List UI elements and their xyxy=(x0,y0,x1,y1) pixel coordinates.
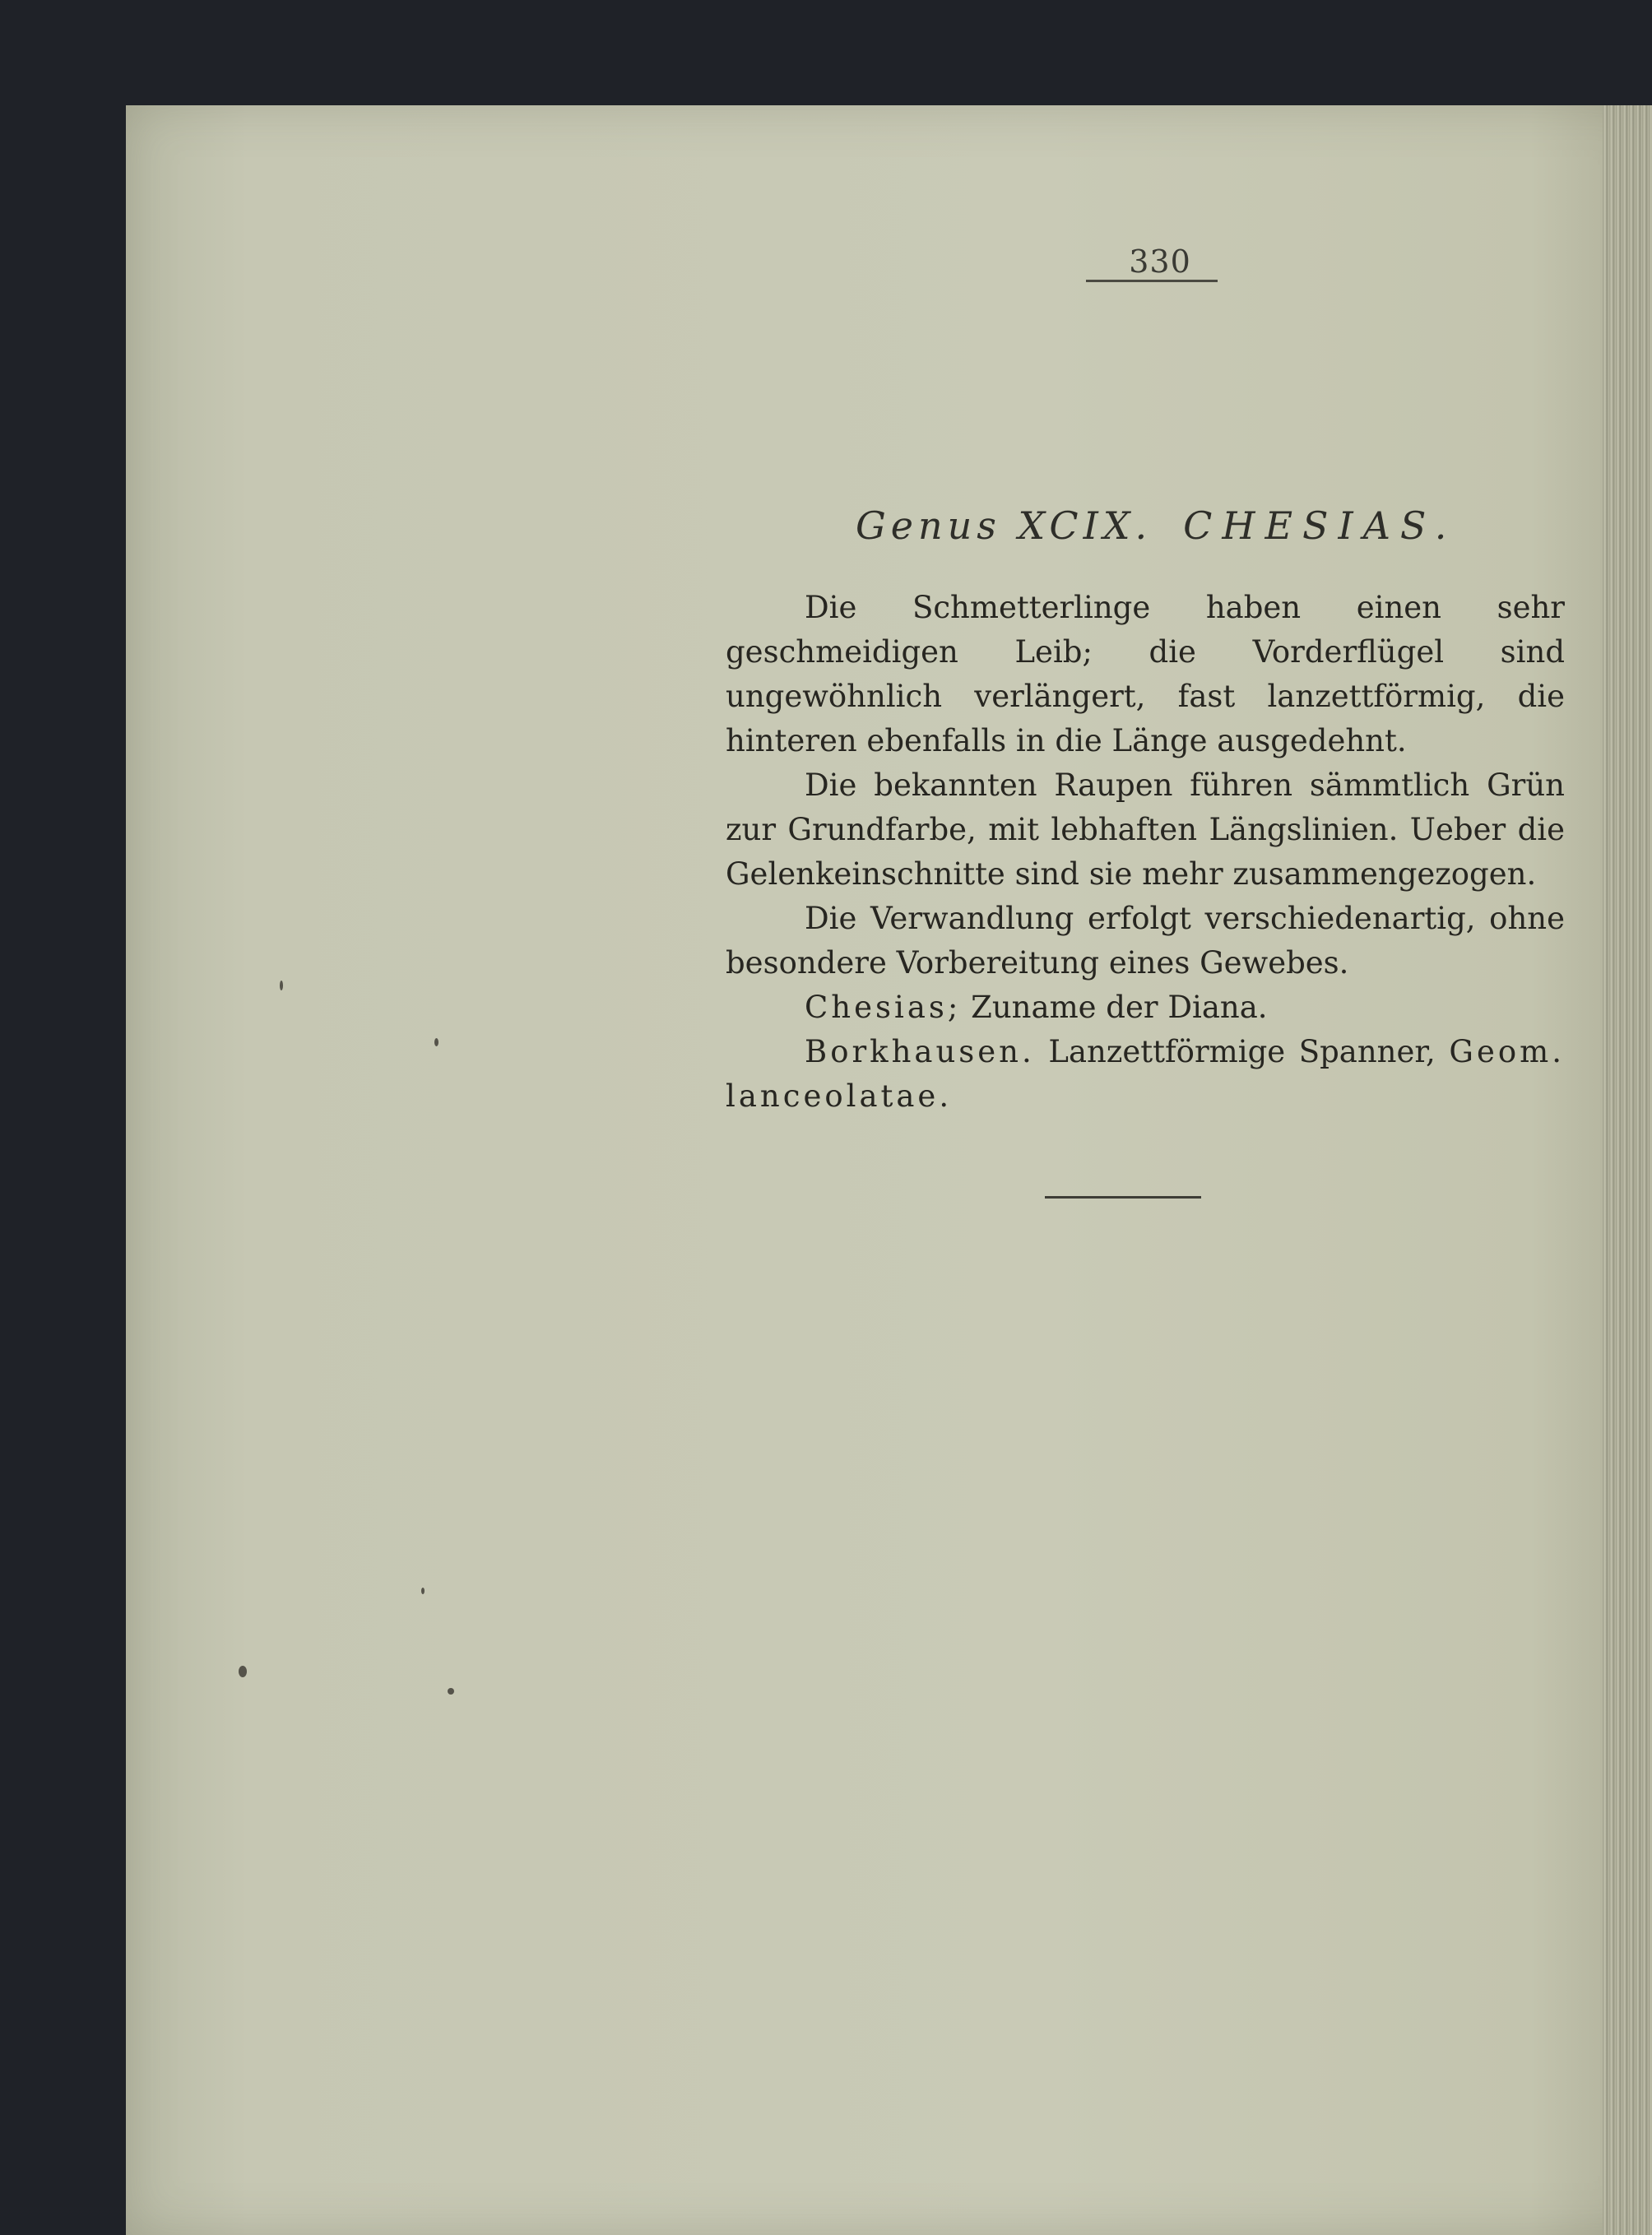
paper-speck xyxy=(448,1688,454,1695)
paper-speck xyxy=(239,1666,247,1677)
reference-chesias xyxy=(726,985,1565,1030)
paragraph-description: Die Schmetterlinge haben einen sehr geschmeidigen Leib; die Vorderflügel sind ungewöhnlich verlängert, fast lanzettförmig, die hinteren ebenfalls in die Länge ausgedehnt. xyxy=(726,590,1565,758)
body-text xyxy=(726,586,1565,1119)
page-number-rule xyxy=(1086,280,1218,282)
paper-speck xyxy=(434,1038,439,1046)
genus-label: Genus XCIX. xyxy=(856,503,1153,548)
page-number: 330 xyxy=(1129,243,1191,280)
reference-chesias-name: Chesias; xyxy=(805,990,962,1025)
reference-borkhausen xyxy=(726,1030,1565,1119)
paper-speck xyxy=(421,1588,425,1594)
end-rule xyxy=(1045,1196,1201,1199)
page-edge xyxy=(1603,105,1652,2235)
paper-speck xyxy=(280,981,283,990)
reference-borkhausen-name: Borkhausen. xyxy=(805,1034,1035,1069)
paragraph-metamorphosis: Die Verwandlung erfolgt verschiedenartig, ohne besondere Vorbereitung eines Gewebes. xyxy=(726,901,1565,981)
genus-name: CHESIAS. xyxy=(1183,503,1457,548)
paragraph-caterpillars: Die bekannten Raupen führen sämmtlich Grün zur Grundfarbe, mit lebhaften Längslinien. Ueber die Gelenkeinschnitte sind sie mehr zusammengezogen. xyxy=(726,767,1565,892)
book-page xyxy=(126,105,1652,2235)
reference-chesias-note: Zuname der Diana. xyxy=(971,990,1268,1025)
genus-heading xyxy=(856,503,1563,548)
reference-geom: Geom. lanceolatae. xyxy=(726,1034,1565,1114)
reference-borkhausen-note: Lanzettförmige Spanner, xyxy=(1048,1034,1436,1069)
